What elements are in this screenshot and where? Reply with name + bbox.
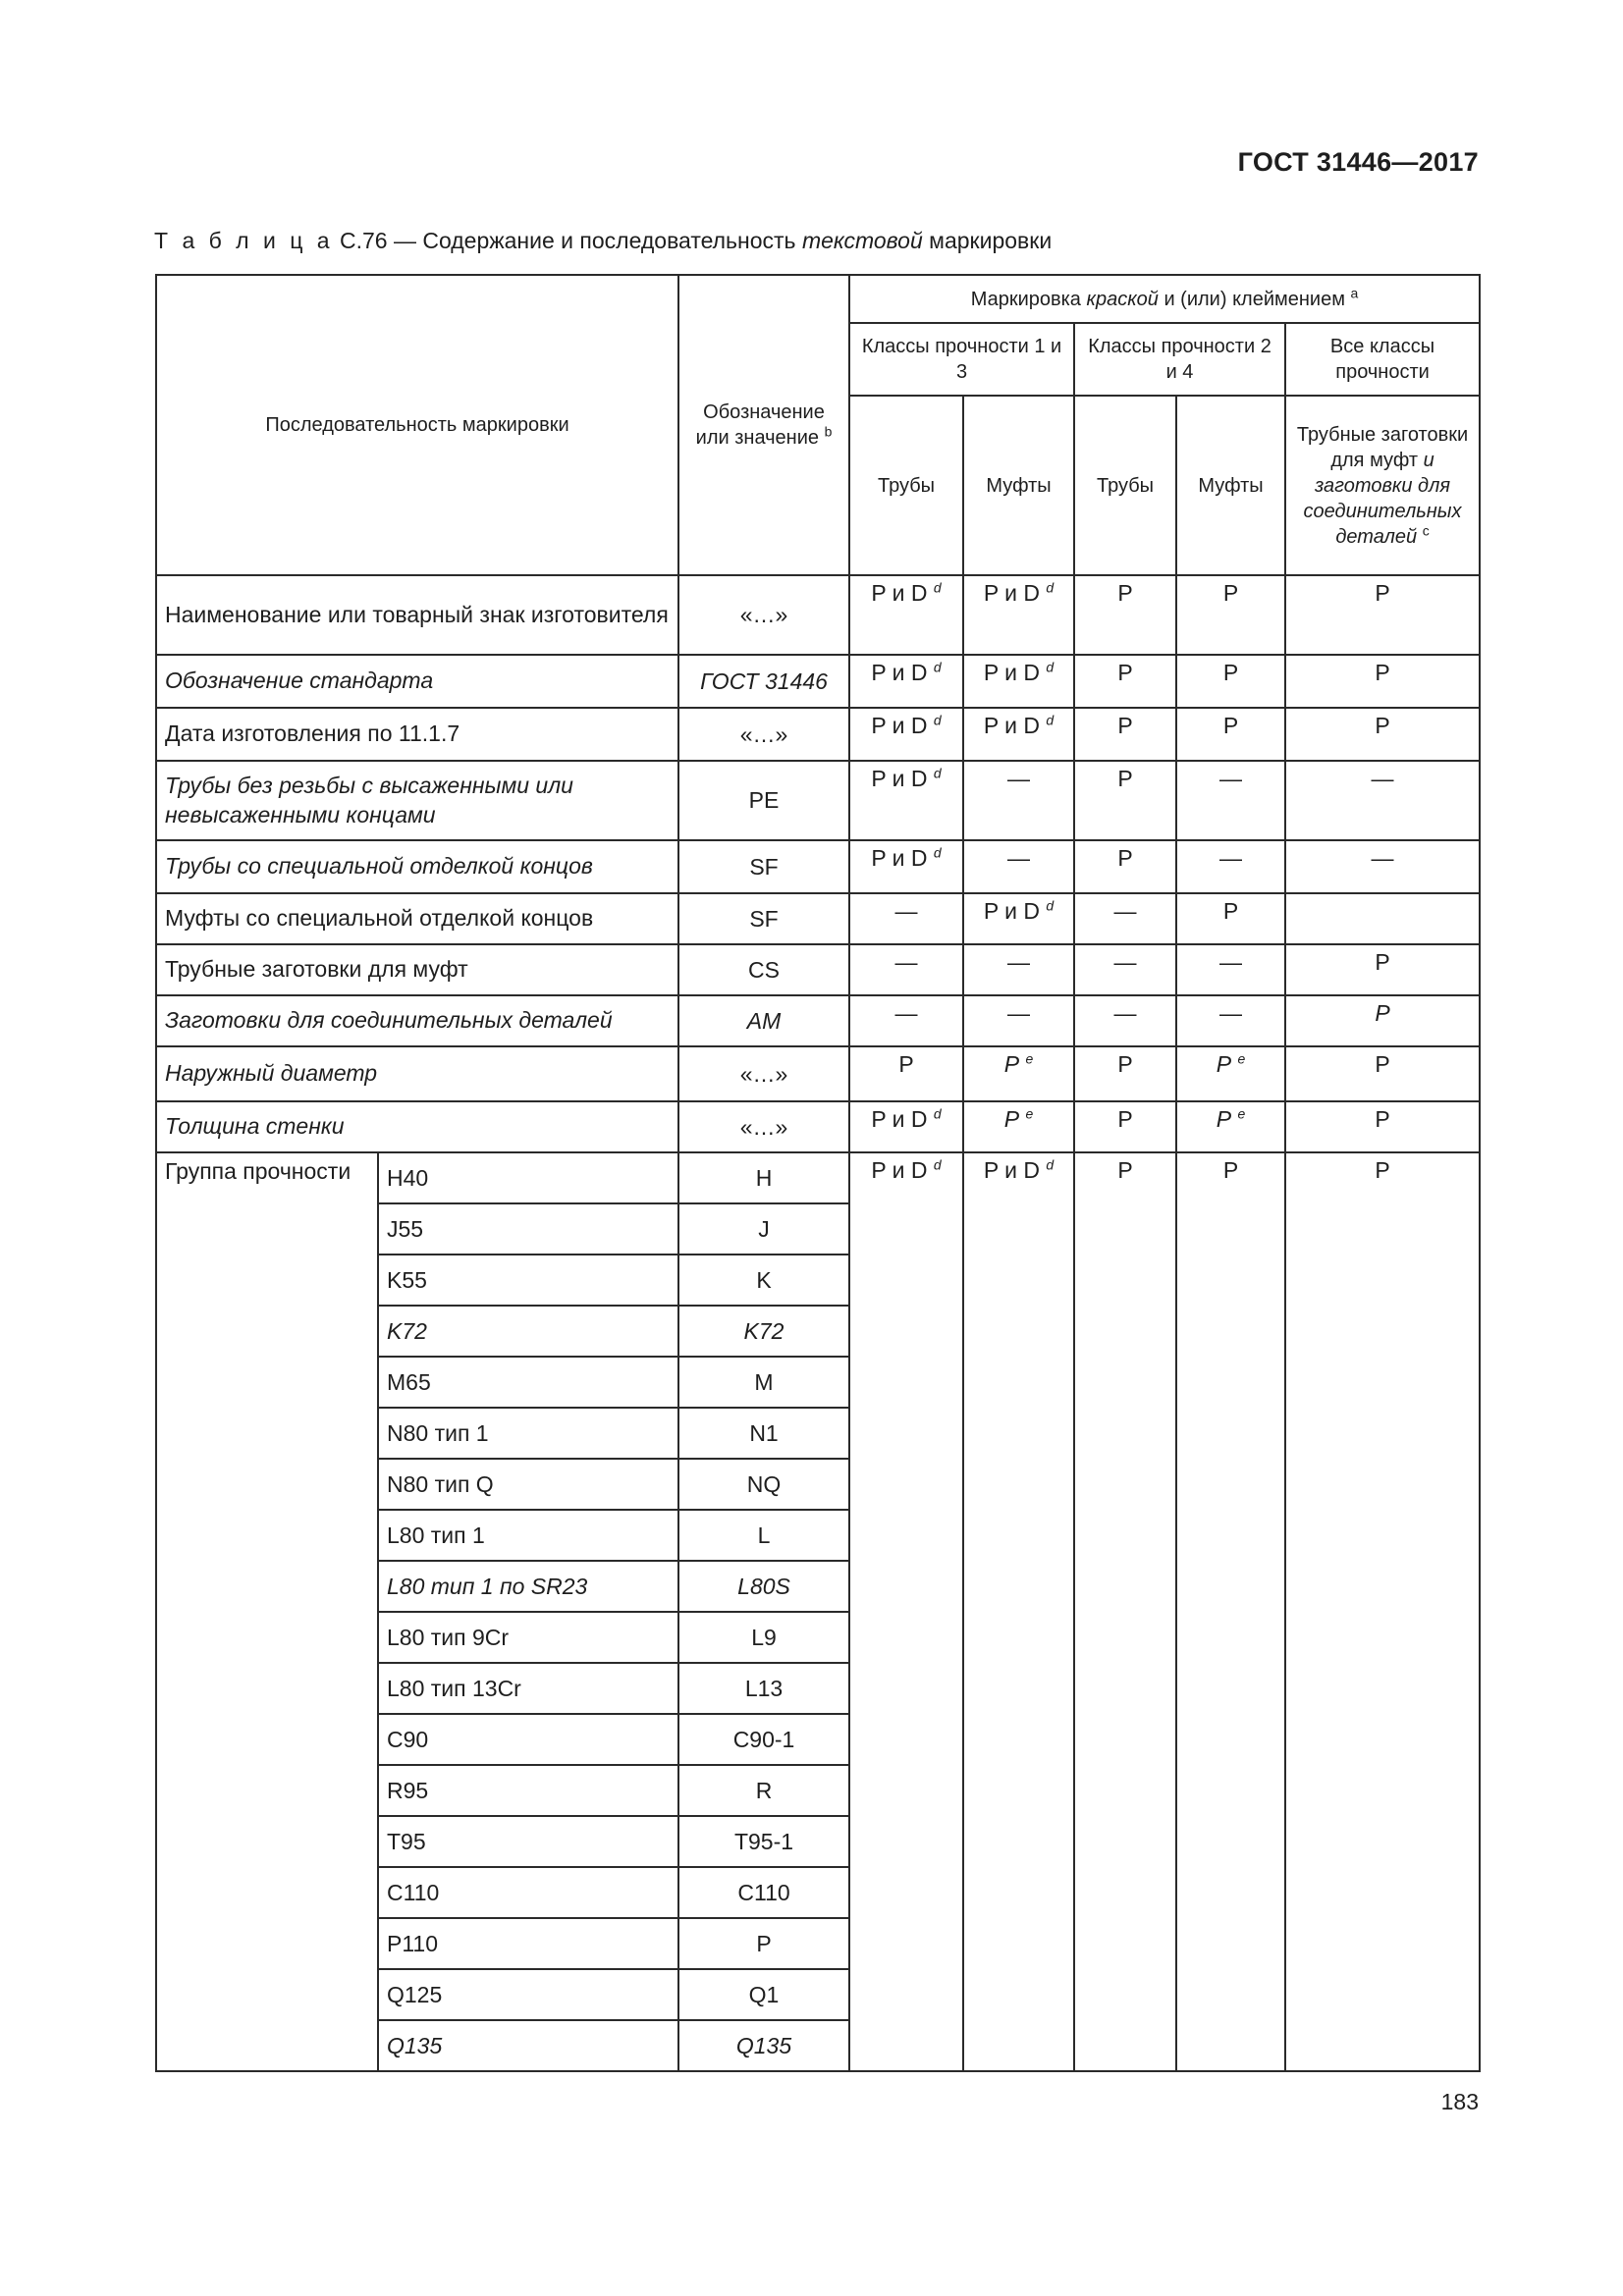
grade-code: K: [678, 1255, 849, 1306]
value-text: P и D: [871, 1106, 928, 1132]
table-row: [156, 1046, 1480, 1101]
grade-code: K72: [678, 1306, 849, 1357]
value-text: P: [1375, 713, 1390, 738]
value-class24-pipes: [1074, 840, 1176, 893]
grade-name: N80 тип Q: [378, 1459, 678, 1510]
value-text: —: [1371, 766, 1394, 791]
value-text: P: [1222, 660, 1239, 685]
value-class24-couplings: [1176, 944, 1285, 995]
grade-row: [156, 1152, 1480, 1203]
value-text: P: [1117, 766, 1133, 791]
value-note: e: [1237, 1050, 1246, 1067]
caption-title-italic: текстовой: [801, 228, 923, 253]
value-class13-couplings: [963, 1046, 1074, 1101]
value-text: —: [1113, 1000, 1137, 1026]
table-row: [156, 708, 1480, 761]
value-note: d: [1046, 712, 1055, 728]
header-marking-italic: краской: [1086, 288, 1159, 310]
value-class24-couplings: [1176, 995, 1285, 1046]
header-marking-before: Маркировка: [970, 288, 1081, 310]
grade-name: J55: [378, 1203, 678, 1255]
value-text: P: [1003, 1051, 1020, 1077]
grade-code: C90-1: [678, 1714, 849, 1765]
row-designation: CS: [678, 944, 849, 995]
grade-code: L13: [678, 1663, 849, 1714]
value-text: —: [1219, 1000, 1243, 1026]
value-class13-pipes: [849, 655, 963, 708]
document-code: ГОСТ 31446—2017: [1237, 147, 1479, 177]
group-value-class24-couplings: [1176, 1152, 1285, 2071]
value-text: P: [1222, 1157, 1239, 1183]
value-class24-pipes: [1074, 995, 1176, 1046]
value-class13-couplings: [963, 944, 1074, 995]
value-class13-couplings: [963, 575, 1074, 655]
value-class24-couplings: [1176, 575, 1285, 655]
value-note: d: [933, 765, 942, 781]
table-row: [156, 944, 1480, 995]
value-class24-couplings: [1176, 761, 1285, 840]
value-text: P и D: [871, 660, 928, 685]
value-class24-pipes: [1074, 893, 1176, 944]
value-class24-pipes: [1074, 708, 1176, 761]
grade-name: L80 тип 1 по SR23: [378, 1561, 678, 1612]
value-text: —: [1007, 845, 1031, 871]
value-text: P: [1375, 580, 1390, 606]
grade-code: NQ: [678, 1459, 849, 1510]
header-class-all: Все классы прочности: [1285, 323, 1480, 396]
grade-name: L80 тип 9Cr: [378, 1612, 678, 1663]
row-designation: PE: [678, 761, 849, 840]
group-label: Группа прочности: [156, 1152, 378, 2071]
value-class13-couplings: [963, 893, 1074, 944]
header-marking-after: и (или) клеймением: [1163, 288, 1345, 310]
grade-name: K55: [378, 1255, 678, 1306]
grade-code: Q1: [678, 1969, 849, 2020]
header-class-2-4: Классы прочности 2 и 4: [1074, 323, 1285, 396]
value-text: —: [1007, 1000, 1031, 1026]
value-text: P и D: [983, 1157, 1040, 1183]
grade-code: L80S: [678, 1561, 849, 1612]
value-class13-pipes: [849, 944, 963, 995]
value-text: P и D: [983, 898, 1040, 924]
grade-code: T95-1: [678, 1816, 849, 1867]
header-designation: [678, 275, 849, 575]
value-all-classes: [1285, 708, 1480, 761]
header-class-1-3: Классы прочности 1 и 3: [849, 323, 1074, 396]
value-class13-pipes: [849, 708, 963, 761]
grade-name: Q135: [378, 2020, 678, 2071]
value-text: P и D: [871, 766, 928, 791]
value-text: P: [1117, 845, 1133, 871]
grade-name: L80 тип 1: [378, 1510, 678, 1561]
value-note: d: [933, 1156, 942, 1173]
table-caption: [154, 228, 1052, 254]
value-class13-couplings: [963, 1101, 1074, 1152]
value-text: P: [1222, 580, 1239, 606]
value-class13-pipes: [849, 575, 963, 655]
value-text: P и D: [871, 1157, 928, 1183]
value-class24-couplings: [1176, 893, 1285, 944]
value-class13-couplings: [963, 655, 1074, 708]
value-text: P: [1375, 949, 1390, 975]
value-text: —: [1219, 845, 1243, 871]
value-text: —: [1371, 845, 1394, 871]
row-designation: SF: [678, 840, 849, 893]
row-designation: «…»: [678, 575, 849, 655]
table-row: [156, 1101, 1480, 1152]
value-text: —: [1219, 766, 1243, 791]
grade-name: M65: [378, 1357, 678, 1408]
value-note: d: [1046, 897, 1055, 914]
header-pipes-2: Трубы: [1074, 396, 1176, 575]
value-text: P и D: [871, 580, 928, 606]
value-text: P: [1117, 660, 1133, 685]
row-designation: SF: [678, 893, 849, 944]
row-designation: «…»: [678, 708, 849, 761]
value-text: P: [1216, 1106, 1232, 1132]
row-label: Наружный диаметр: [156, 1046, 678, 1101]
value-text: —: [894, 949, 918, 975]
grade-code: P: [678, 1918, 849, 1969]
grade-code: M: [678, 1357, 849, 1408]
value-all-classes: [1285, 944, 1480, 995]
value-class13-pipes: [849, 893, 963, 944]
row-label: Муфты со специальной отделкой концов: [156, 893, 678, 944]
row-designation: «…»: [678, 1046, 849, 1101]
value-text: P и D: [983, 580, 1040, 606]
value-all-classes: [1285, 995, 1480, 1046]
value-class24-couplings: [1176, 1101, 1285, 1152]
value-all-classes: [1285, 761, 1480, 840]
value-class13-pipes: [849, 840, 963, 893]
caption-prefix: Т а б л и ц а: [154, 228, 334, 253]
row-label: Обозначение стандарта: [156, 655, 678, 708]
grade-name: C90: [378, 1714, 678, 1765]
value-class24-couplings: [1176, 655, 1285, 708]
value-note: d: [933, 712, 942, 728]
table-row: [156, 655, 1480, 708]
value-note: d: [933, 659, 942, 675]
header-marking-note: a: [1350, 284, 1359, 300]
table-row: [156, 995, 1480, 1046]
value-text: P и D: [983, 713, 1040, 738]
grade-code: L: [678, 1510, 849, 1561]
value-class13-couplings: [963, 761, 1074, 840]
value-text: P: [1117, 713, 1133, 738]
grade-name: L80 тип 13Cr: [378, 1663, 678, 1714]
header-couplings-2: Муфты: [1176, 396, 1285, 575]
caption-title-after: маркировки: [929, 228, 1053, 253]
value-all-classes: [1285, 840, 1480, 893]
value-text: P: [1003, 1106, 1020, 1132]
value-text: P и D: [871, 845, 928, 871]
grade-name: C110: [378, 1867, 678, 1918]
grade-name: K72: [378, 1306, 678, 1357]
header-designation-note: b: [824, 423, 833, 440]
value-text: P: [1117, 1051, 1133, 1077]
value-note: d: [1046, 579, 1055, 596]
value-note: d: [933, 1105, 942, 1122]
value-note: d: [1046, 1156, 1055, 1173]
value-text: P: [898, 1051, 914, 1077]
value-class13-couplings: [963, 995, 1074, 1046]
value-class24-pipes: [1074, 1046, 1176, 1101]
value-note: d: [933, 844, 942, 861]
grade-code: R: [678, 1765, 849, 1816]
value-class13-pipes: [849, 1101, 963, 1152]
header-marking: [849, 275, 1480, 323]
grade-name: N80 тип 1: [378, 1408, 678, 1459]
group-value-class13-pipes: [849, 1152, 963, 2071]
caption-title-before: — Содержание и последовательность: [393, 228, 796, 253]
table-row: [156, 575, 1480, 655]
value-text: —: [894, 1000, 918, 1026]
value-class13-pipes: [849, 1046, 963, 1101]
header-blanks-note: c: [1422, 521, 1430, 538]
value-class24-pipes: [1074, 944, 1176, 995]
value-text: P: [1117, 1157, 1133, 1183]
group-value-all-classes: [1285, 1152, 1480, 2071]
value-text: —: [1007, 766, 1031, 791]
value-text: P и D: [871, 713, 928, 738]
grade-code: C110: [678, 1867, 849, 1918]
value-text: P: [1117, 1106, 1133, 1132]
header-sequence: Последовательность маркировки: [156, 275, 678, 575]
grade-code: Q135: [678, 2020, 849, 2071]
group-value-class24-pipes: [1074, 1152, 1176, 2071]
value-note: e: [1025, 1050, 1034, 1067]
grade-code: N1: [678, 1408, 849, 1459]
grade-name: T95: [378, 1816, 678, 1867]
grade-code: H: [678, 1152, 849, 1203]
value-note: e: [1237, 1105, 1246, 1122]
value-class13-couplings: [963, 708, 1074, 761]
table-row: [156, 761, 1480, 840]
value-all-classes: [1285, 893, 1480, 944]
header-couplings-1: Муфты: [963, 396, 1074, 575]
value-all-classes: [1285, 1101, 1480, 1152]
header-designation-text: Обозначение или значение: [695, 401, 825, 449]
value-class24-couplings: [1176, 1046, 1285, 1101]
value-text: —: [1113, 949, 1137, 975]
row-label: Трубы без резьбы с высаженными или невысаженными концами: [156, 761, 678, 840]
value-class24-pipes: [1074, 1101, 1176, 1152]
header-blanks-plain: Трубные заготовки для муфт: [1296, 423, 1469, 471]
row-label: Наименование или товарный знак изготовителя: [156, 575, 678, 655]
table-row: [156, 893, 1480, 944]
value-text: P: [1375, 1106, 1390, 1132]
value-text: P: [1222, 713, 1239, 738]
grade-name: P110: [378, 1918, 678, 1969]
grade-code: J: [678, 1203, 849, 1255]
value-text: P: [1216, 1051, 1232, 1077]
row-label: Толщина стенки: [156, 1101, 678, 1152]
value-text: P: [1375, 660, 1390, 685]
value-class24-pipes: [1074, 655, 1176, 708]
grade-code: L9: [678, 1612, 849, 1663]
value-text: —: [1219, 949, 1243, 975]
value-text: —: [894, 898, 918, 924]
value-text: —: [1113, 898, 1137, 924]
value-text: P: [1375, 1051, 1390, 1077]
value-note: e: [1025, 1105, 1034, 1122]
row-designation: «…»: [678, 1101, 849, 1152]
value-note: d: [933, 579, 942, 596]
value-all-classes: [1285, 1046, 1480, 1101]
grade-name: Q125: [378, 1969, 678, 2020]
value-text: P: [1222, 898, 1239, 924]
marking-table: [155, 274, 1481, 2072]
value-all-classes: [1285, 575, 1480, 655]
table-row: [156, 840, 1480, 893]
row-label: Трубы со специальной отделкой концов: [156, 840, 678, 893]
header-blanks-italic: и заготовки для соединительных деталей: [1303, 449, 1462, 548]
header-blanks: [1285, 396, 1480, 575]
row-label: Заготовки для соединительных деталей: [156, 995, 678, 1046]
value-class24-pipes: [1074, 761, 1176, 840]
row-designation: AM: [678, 995, 849, 1046]
grade-name: H40: [378, 1152, 678, 1203]
caption-number: С.76: [339, 228, 388, 253]
value-text: —: [1007, 949, 1031, 975]
value-class13-pipes: [849, 995, 963, 1046]
value-note: d: [1046, 659, 1055, 675]
row-label: Трубные заготовки для муфт: [156, 944, 678, 995]
value-class13-pipes: [849, 761, 963, 840]
value-class24-couplings: [1176, 708, 1285, 761]
page-number: 183: [1440, 2089, 1479, 2114]
grade-name: R95: [378, 1765, 678, 1816]
header-pipes-1: Трубы: [849, 396, 963, 575]
group-value-class13-couplings: [963, 1152, 1074, 2071]
row-designation: ГОСТ 31446: [678, 655, 849, 708]
row-label: Дата изготовления по 11.1.7: [156, 708, 678, 761]
value-class24-couplings: [1176, 840, 1285, 893]
value-text: P: [1117, 580, 1133, 606]
value-text: P: [1375, 1000, 1390, 1026]
value-text: P: [1375, 1157, 1390, 1183]
value-class24-pipes: [1074, 575, 1176, 655]
value-text: P и D: [983, 660, 1040, 685]
value-all-classes: [1285, 655, 1480, 708]
value-class13-couplings: [963, 840, 1074, 893]
